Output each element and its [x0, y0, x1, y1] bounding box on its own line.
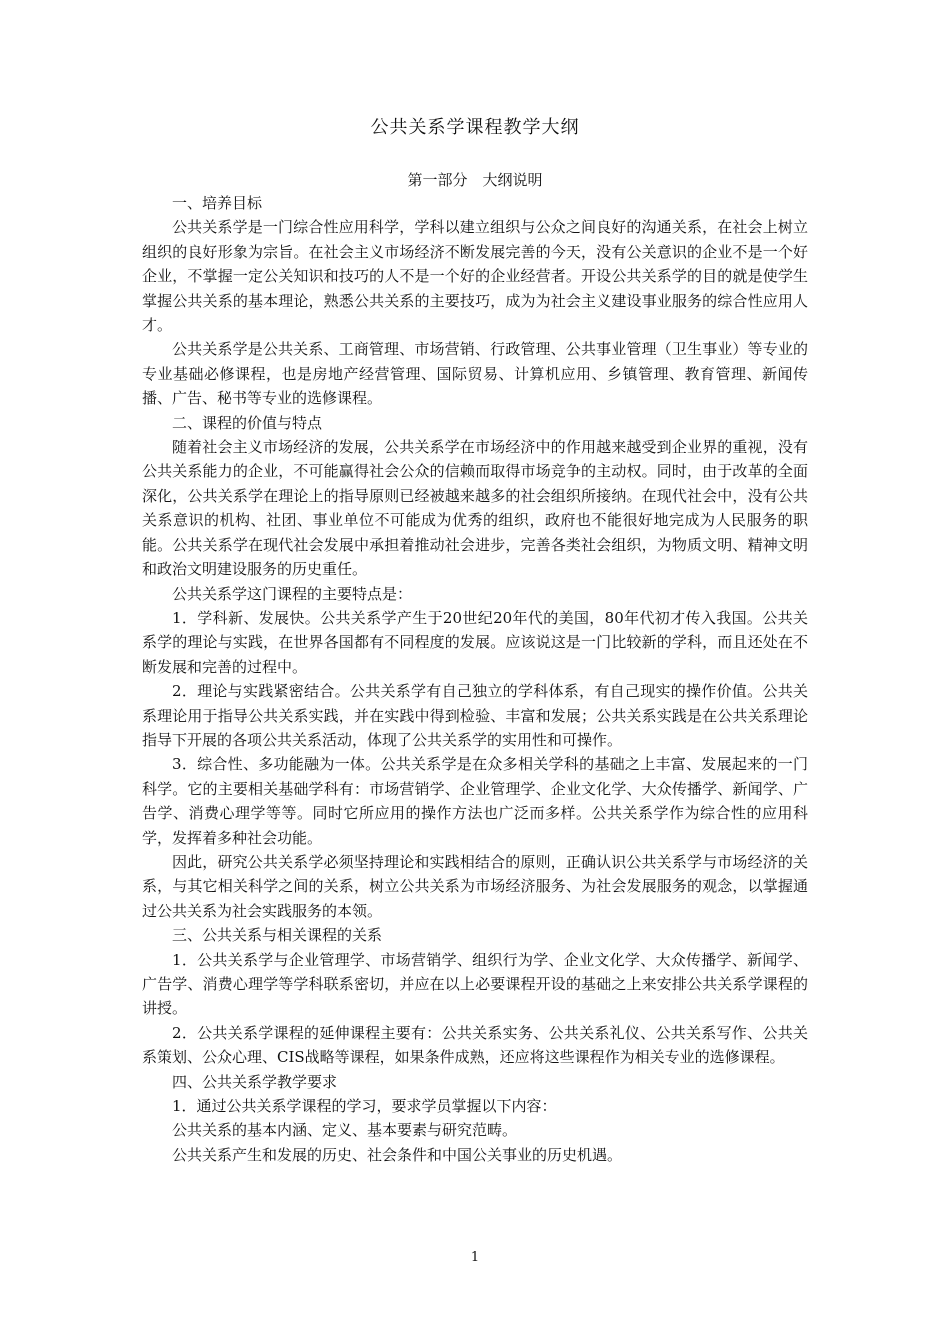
list-item: 1．公共关系学与企业管理学、市场营销学、组织行为学、企业文化学、大众传播学、新闻学、广告学、消费心理学等学科联系密切，并应在以上必要课程开设的基础之上来安排公共关系学课程的讲授。 [142, 950, 808, 1018]
list-item: 1．学科新、发展快。公共关系学产生于20世纪20年代的美国，80年代初才传入我国。公共关系学的理论与实践，在世界各国都有不同程度的发展。应该说这是一门比较新的学科，而且还处在不断发展和完善的过程中。 [142, 608, 808, 676]
document-title: 公共关系学课程教学大纲 [370, 117, 580, 138]
document-body [142, 191, 808, 1167]
section-heading-training-goal: 一、培养目标 [172, 194, 263, 212]
list-item: 1．通过公共关系学课程的学习，要求学员掌握以下内容： [172, 1097, 557, 1116]
part-title: 第一部分 大纲说明 [407, 171, 543, 189]
paragraph: 随着社会主义市场经济的发展，公共关系学在市场经济中的作用越来越受到企业界的重视，没有公共关系能力的企业，不可能赢得社会公众的信赖而取得市场竞争的主动权。同时，由于改革的全面深化，公共关系学在理论上的指导原则已经被越来越多的社会组织所接纳。在现代社会中，没有公共关系意识的机构、社团、事业单位不可能成为优秀的组织，政府也不能很好地完成为人民服务的职能。公共关系学在现代社会发展中承担着推动社会进步，完善各类社会组织，为物质文明、精神文明和政治文明建设服务的历史重任。 [142, 438, 808, 579]
list-item: 3．综合性、多功能融为一体。公共关系学是在众多相关学科的基础之上丰富、发展起来的一门科学。它的主要相关基础学科有：市场营销学、企业管理学、企业文化学、大众传播学、新闻学、广告学、消费心理学等等。同时它所应用的操作方法也广泛而多样。公共关系学作为综合性的应用科学，发挥着多种社会功能。 [142, 755, 808, 847]
paragraph: 公共关系学是一门综合性应用科学，学科以建立组织与公众之间良好的沟通关系，在社会上树立组织的良好形象为宗旨。在社会主义市场经济不断发展完善的今天，没有公关意识的企业不是一个好企业，不掌握一定公关知识和技巧的人不是一个好的企业经营者。开设公共关系学的目的就是使学生掌握公共关系的基本理论，熟悉公共关系的主要技巧，成为为社会主义建设事业服务的综合性应用人才。 [142, 218, 808, 335]
section-heading-related-courses: 三、公共关系与相关课程的关系 [172, 926, 383, 945]
paragraph: 公共关系学是公共关系、工商管理、市场营销、行政管理、公共事业管理（卫生事业）等专业的专业基础必修课程，也是房地产经营管理、国际贸易、计算机应用、乡镇管理、教育管理、新闻传播、广告、秘书等专业的选修课程。 [142, 340, 808, 408]
section-heading-course-value: 二、课程的价值与特点 [172, 413, 323, 432]
paragraph: 公共关系产生和发展的历史、社会条件和中国公关事业的历史机遇。 [172, 1145, 623, 1164]
section-heading-teaching-requirements: 四、公共关系学教学要求 [172, 1072, 338, 1091]
paragraph: 公共关系的基本内涵、定义、基本要素与研究范畴。 [172, 1121, 518, 1140]
page-number: 1 [470, 1250, 480, 1265]
list-item: 2．公共关系学课程的延伸课程主要有：公共关系实务、公共关系礼仪、公共关系写作、公共关系策划、公众心理、CIS战略等课程，如果条件成熟，还应将这些课程作为相关专业的选修课程。 [142, 1023, 808, 1067]
paragraph: 公共关系学这门课程的主要特点是： [172, 584, 413, 603]
list-item: 2．理论与实践紧密结合。公共关系学有自己独立的学科体系，有自己现实的操作价值。公共关系理论用于指导公共关系实践，并在实践中得到检验、丰富和发展；公共关系实践是在公共关系理论指导下开展的各项公共关系活动，体现了公共关系学的实用性和可操作。 [142, 682, 808, 749]
paragraph: 因此，研究公共关系学必须坚持理论和实践相结合的原则，正确认识公共关系学与市场经济的关系，与其它相关科学之间的关系，树立公共关系为市场经济服务、为社会发展服务的观念，以掌握通过公共关系为社会实践服务的本领。 [142, 852, 808, 920]
